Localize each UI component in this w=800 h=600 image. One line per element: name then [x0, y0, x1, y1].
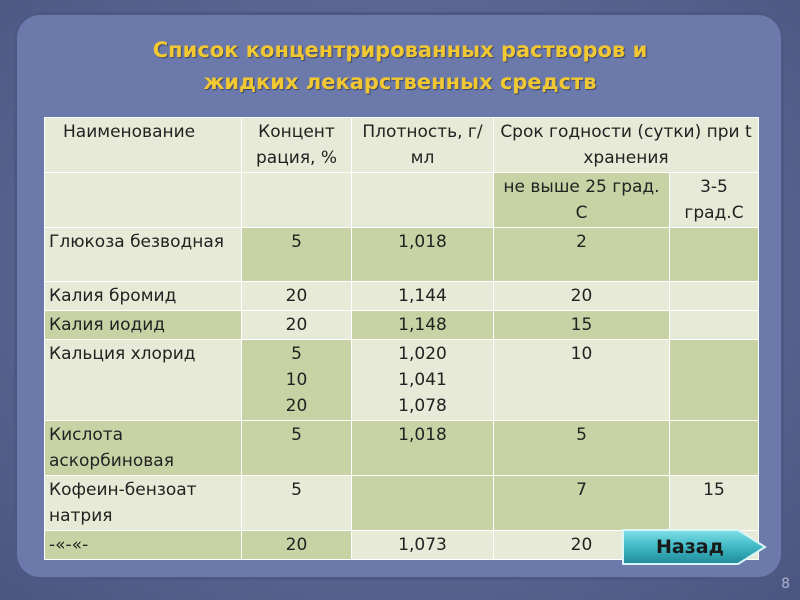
cell-conc: 5 10 20	[242, 340, 352, 421]
table-row	[45, 282, 759, 311]
cell-name: Калия бромид	[45, 282, 242, 311]
cell-t35	[670, 311, 759, 340]
solutions-table	[44, 117, 759, 560]
cell-name: Глюкоза безводная	[45, 228, 242, 282]
cell-density: 1,018	[352, 421, 494, 476]
header-empty-name	[45, 173, 242, 228]
cell-t35	[670, 282, 759, 311]
cell-density: 1,148	[352, 311, 494, 340]
cell-t25: 20	[494, 531, 670, 560]
cell-density: 1,018	[352, 228, 494, 282]
cell-density	[352, 476, 494, 531]
cell-name: -«-«-	[45, 531, 242, 560]
cell-conc: 5	[242, 476, 352, 531]
cell-density: 1,073	[352, 531, 494, 560]
cell-t25: 7	[494, 476, 670, 531]
table-row	[45, 311, 759, 340]
cell-t25: 2	[494, 228, 670, 282]
cell-name: Кальция хлорид	[45, 340, 242, 421]
header-shelf-life: Срок годности (сутки) при t хранения	[494, 118, 759, 173]
slide-title	[0, 34, 800, 98]
cell-t25: 5	[494, 421, 670, 476]
cell-t25: 15	[494, 311, 670, 340]
header-concentration: Концент рация, %	[242, 118, 352, 173]
cell-t35	[670, 228, 759, 282]
table-row	[45, 476, 759, 531]
table-row	[45, 421, 759, 476]
back-button[interactable]	[620, 527, 770, 567]
header-name: Наименование	[45, 118, 242, 173]
cell-density: 1,144	[352, 282, 494, 311]
cell-conc: 20	[242, 531, 352, 560]
cell-conc: 20	[242, 282, 352, 311]
header-temp-3-5: 3-5 град.С	[670, 173, 759, 228]
title-line-2: жидких лекарственных средств	[203, 70, 597, 94]
cell-name: Калия иодид	[45, 311, 242, 340]
header-empty-conc	[242, 173, 352, 228]
page-number: 8	[781, 576, 790, 592]
header-temp-25: не выше 25 град. С	[494, 173, 670, 228]
header-empty-density	[352, 173, 494, 228]
cell-name: Кофеин-бензоат натрия	[45, 476, 242, 531]
cell-t35: 15	[670, 476, 759, 531]
cell-t35	[670, 421, 759, 476]
header-density: Плотность, г/мл	[352, 118, 494, 173]
cell-t35	[670, 340, 759, 421]
table-row	[45, 228, 759, 282]
table-row	[45, 340, 759, 421]
cell-conc: 5	[242, 228, 352, 282]
cell-density: 1,020 1,041 1,078	[352, 340, 494, 421]
cell-t25: 10	[494, 340, 670, 421]
back-button-label: Назад	[656, 536, 724, 558]
cell-conc: 20	[242, 311, 352, 340]
cell-name: Кислота аскорбиновая	[45, 421, 242, 476]
cell-t25: 20	[494, 282, 670, 311]
cell-conc: 5	[242, 421, 352, 476]
title-line-1: Список концентрированных растворов и	[152, 38, 648, 62]
